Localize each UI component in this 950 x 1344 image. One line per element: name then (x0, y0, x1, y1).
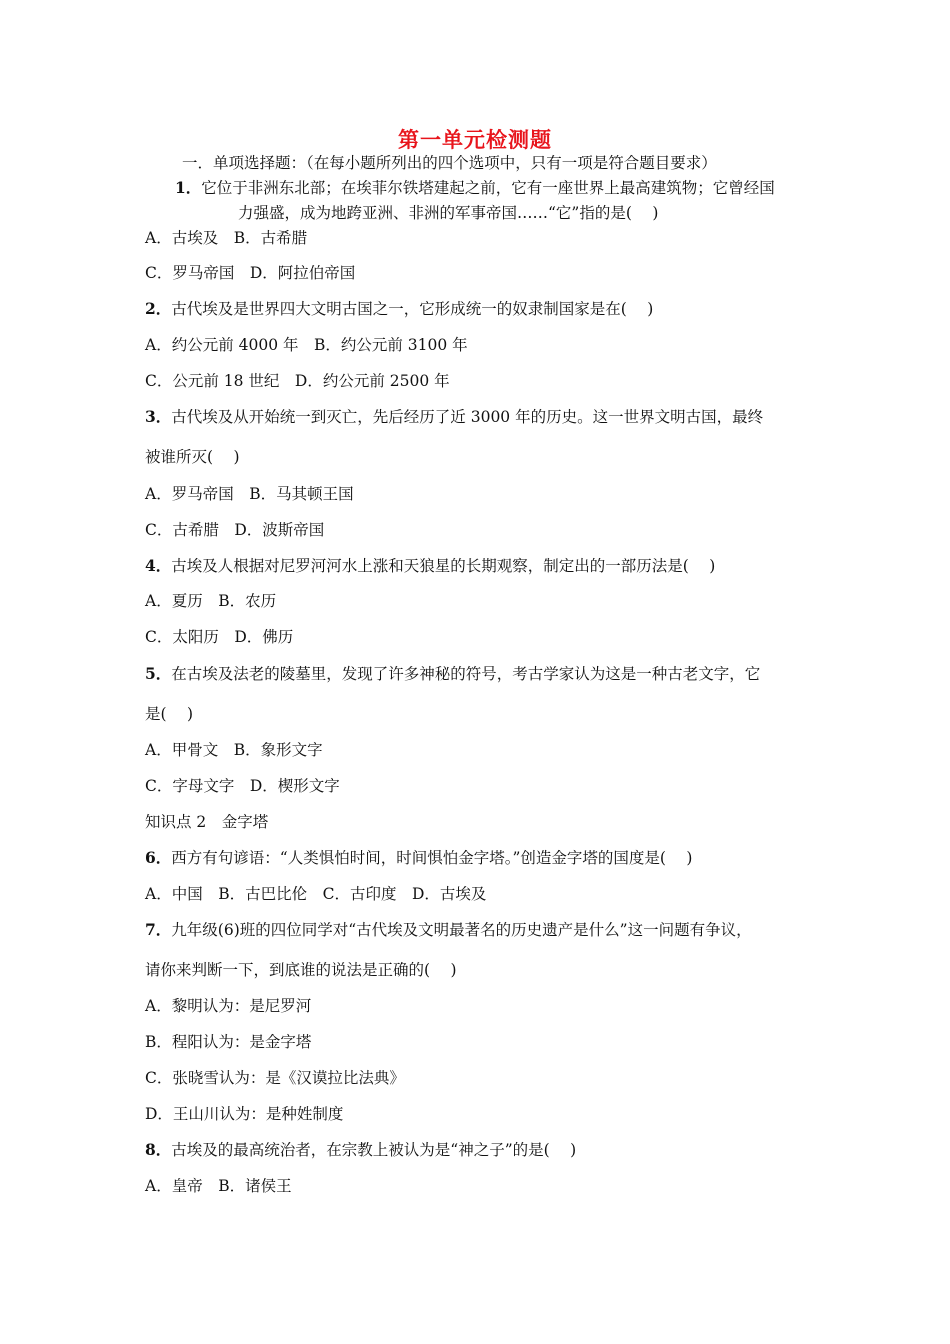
question-text: 古埃及的最高统治者，在宗教上被认为是“神之子”的是( ) (171, 1141, 577, 1159)
question-1-options-a-b: A．古埃及 B．古希腊 (145, 229, 308, 247)
question-3-options-a-b: A．罗马帝国 B．马其顿王国 (145, 485, 354, 503)
question-7-option-a: A．黎明认为：是尼罗河 (145, 997, 312, 1015)
question-3-options-c-d: C．古希腊 D．波斯帝国 (145, 521, 325, 539)
question-number: 8． (145, 1140, 172, 1159)
question-text: 西方有句谚语：“人类惧怕时间，时间惧怕金字塔。”创造金字塔的国度是( ) (171, 849, 693, 867)
question-7-continued: 请你来判断一下，到底谁的说法是正确的( ) (145, 961, 457, 979)
question-3 (145, 407, 763, 427)
question-number: 6． (145, 848, 172, 867)
question-text: 古代埃及从开始统一到灭亡，先后经历了近 3000 年的历史。这一世界文明古国，最终 (171, 408, 764, 426)
question-8 (145, 1140, 576, 1160)
question-text: 古埃及人根据对尼罗河河水上涨和天狼星的长期观察，制定出的一部历法是( ) (171, 557, 716, 575)
question-2-options-c-d: C．公元前 18 世纪 D．约公元前 2500 年 (145, 372, 450, 390)
question-3-continued: 被谁所灭( ) (145, 448, 240, 466)
question-5-options-a-b: A．甲骨文 B．象形文字 (145, 741, 323, 759)
question-5 (145, 664, 760, 684)
question-5-options-c-d: C．字母文字 D．楔形文字 (145, 777, 340, 795)
question-4-options-c-d: C．太阳历 D．佛历 (145, 628, 294, 646)
question-4 (145, 556, 715, 576)
question-7 (145, 920, 752, 940)
question-number: 3． (145, 407, 172, 426)
question-7-option-c: C．张晓雪认为：是《汉谟拉比法典》 (145, 1069, 405, 1087)
page-title: 第一单元检测题 (398, 127, 552, 152)
question-7-option-d: D．王山川认为：是种姓制度 (145, 1105, 344, 1123)
question-7-option-b: B．程阳认为：是金字塔 (145, 1033, 312, 1051)
section-heading: 一．单项选择题：（在每小题所列出的四个选项中，只有一项是符合题目要求） (182, 154, 717, 172)
question-text: 在古埃及法老的陵墓里，发现了许多神秘的符号，考古学家认为这是一种古老文字，它 (171, 665, 761, 683)
question-8-options-a-b: A．皇帝 B．诸侯王 (145, 1177, 292, 1195)
question-2-options-a-b: A．约公元前 4000 年 B．约公元前 3100 年 (145, 336, 468, 354)
question-number: 1． (175, 178, 202, 197)
question-1-continued: 力强盛，成为地跨亚洲、非洲的军事帝国……“它”指的是( ) (238, 204, 659, 222)
question-text: 古代埃及是世界四大文明古国之一，它形成统一的奴隶制国家是在( ) (171, 300, 654, 318)
question-6 (145, 848, 692, 868)
question-text: 九年级(6)班的四位同学对“古代埃及文明最著名的历史遗产是什么”这一问题有争议， (171, 921, 752, 939)
question-number: 4． (145, 556, 172, 575)
question-5-continued: 是( ) (145, 705, 194, 723)
question-number: 2． (145, 299, 172, 318)
question-2 (145, 299, 653, 319)
knowledge-point-heading: 知识点 2 金字塔 (145, 813, 269, 831)
question-6-options: A．中国 B．古巴比伦 C．古印度 D．古埃及 (145, 885, 487, 903)
question-number: 5． (145, 664, 172, 683)
question-1 (175, 178, 775, 198)
question-1-options-c-d: C．罗马帝国 D．阿拉伯帝国 (145, 264, 356, 282)
question-number: 7． (145, 920, 172, 939)
question-4-options-a-b: A．夏历 B．农历 (145, 592, 277, 610)
question-text: 它位于非洲东北部；在埃菲尔铁塔建起之前，它有一座世界上最高建筑物；它曾经国 (201, 179, 775, 197)
